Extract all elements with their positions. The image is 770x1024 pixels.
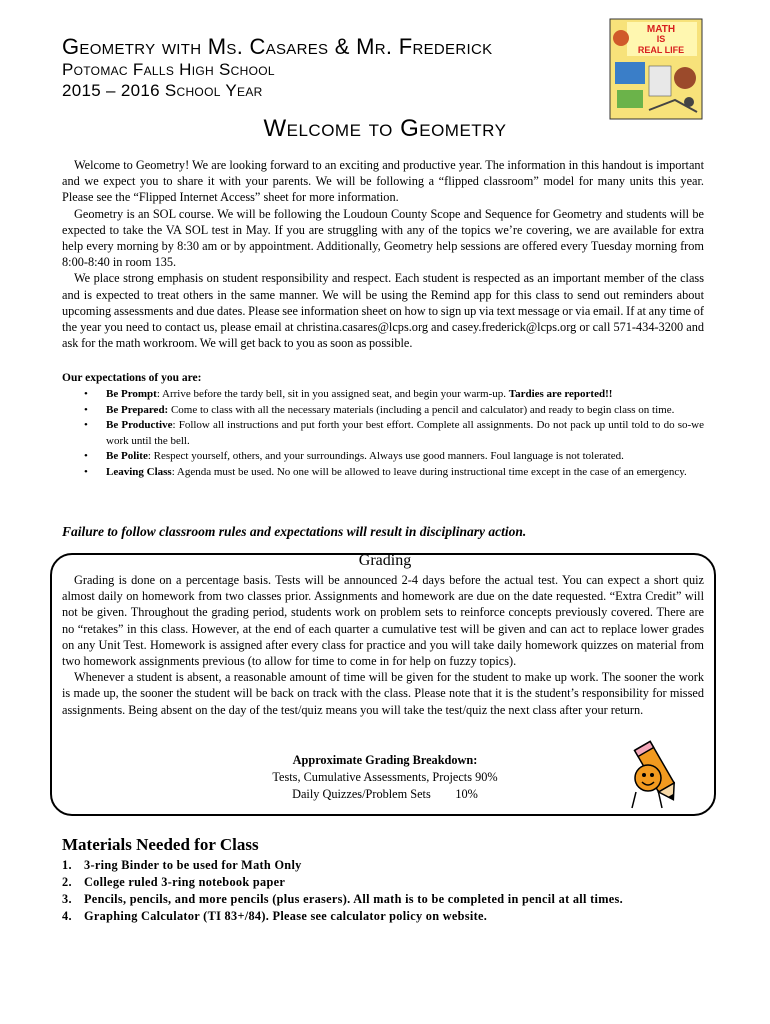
logo-text-math: MATH bbox=[646, 24, 676, 35]
grading-breakdown-title: Approximate Grading Breakdown: bbox=[292, 753, 478, 767]
expectations-list bbox=[62, 387, 704, 480]
materials-title: Materials Needed for Class bbox=[62, 835, 259, 854]
logo-text-real-life: REAL LIFE bbox=[637, 45, 685, 55]
expectation-item: • Be Prepared: Come to class with all the necessary materials (including a pencil and calculator) and ready to begin class on time. bbox=[84, 403, 675, 416]
grading-title: Grading bbox=[358, 552, 412, 569]
school-name: Potomac Falls High School bbox=[62, 60, 275, 79]
expectation-item: • Be Prompt: Arrive before the tardy bell, sit in you assigned seat, and begin your warm-up. Tardies are reported!! bbox=[84, 388, 613, 400]
grading-text bbox=[62, 572, 704, 718]
grading-breakdown-quizzes: Daily Quizzes/Problem Sets 10% bbox=[292, 787, 478, 801]
school-year: 2015 – 2016 School Year bbox=[62, 81, 263, 100]
intro-paragraph-3: We place strong emphasis on student responsibility and respect. Each student is respected as an important member of the class and is expected to treat others in the same manner. We will be using the Remind app for this class to send out reminders about upcoming assessments and due dates. Please see information sheet on how to sign up via text message or via email. If at any time of the year you need to contact us, please email at christina.casares@lcps.org and casey.frederick@lcps.org or call 571-434-3200 and ask for the math workroom. We will get back to you as soon as possible. bbox=[62, 271, 704, 351]
grading-paragraph-1: Grading is done on a percentage basis. Tests will be announced 2-4 days before the actual test. You can expect a short quiz almost daily on homework from two classes prior. Assignments and homework are due on the date requested. “Extra Credit” will not be given. Throughout the grading period, students work on problem sets to reinforce concepts previously covered. There are no “retakes” in this class. However, at the end of each quarter a cumulative test will be given and can act to replace lower grades on any Unit Test. Homework is assigned after every class for practice and you will take daily homework quizzes on material from two homework assignments previous (to allow for time to come in for help on fuzzy topics). bbox=[62, 573, 704, 669]
grading-paragraph-2: Whenever a student is absent, a reasonable amount of time will be given for the student to make up work. The sooner the work is made up, the sooner the student will be back on track with the class. Please note that it is the student’s responsibility for missed assignments. Being absent on the day of the test/quiz means you will take the test/quiz the next class after your return. bbox=[62, 670, 704, 717]
expectation-item: • Leaving Class: Agenda must be used. No one will be allowed to leave during instructional time except in the case of an emergency. bbox=[84, 465, 687, 478]
materials-item: 2. College ruled 3-ring notebook paper bbox=[62, 875, 286, 889]
logo-text-is: IS bbox=[656, 34, 666, 44]
welcome-title: Welcome to Geometry bbox=[263, 115, 507, 142]
grading-breakdown-tests: Tests, Cumulative Assessments, Projects 90% bbox=[272, 770, 498, 784]
failure-notice: Failure to follow classroom rules and expectations will result in disciplinary action. bbox=[62, 524, 527, 539]
intro-paragraph-2: Geometry is an SOL course. We will be following the Loudoun County Scope and Sequence for Geometry and students will be expected to take the VA SOL test in May. If you are struggling with any of the topics we’re covering, we are available for extra help every morning by 8:30 am or by appointment. Additionally, Geometry help sessions are offered every Tuesday morning from 8:00-8:40 in room 135. bbox=[62, 206, 704, 270]
intro-text bbox=[62, 157, 704, 351]
pencil-character-icon bbox=[628, 738, 688, 812]
materials-item: 3. Pencils, pencils, and more pencils (plus erasers). All math is to be completed in pencil at all times. bbox=[62, 892, 623, 906]
expectations-title: Our expectations of you are: bbox=[62, 372, 202, 384]
expectation-item: • Be Productive: Follow all instructions and put forth your best effort. Complete all assignments. Do not pack up until told to do so-we work until the bell. bbox=[84, 419, 705, 447]
course-title: Geometry with Ms. Casares & Mr. Frederick bbox=[62, 34, 493, 59]
materials-item: 4. Graphing Calculator (TI 83+/84). Please see calculator policy on website. bbox=[62, 909, 488, 923]
math-is-real-life-logo bbox=[609, 18, 703, 120]
expectation-item: • Be Polite: Respect yourself, others, and your surroundings. Always use good manners. Foul language is not tolerated. bbox=[84, 450, 624, 462]
intro-paragraph-1: Welcome to Geometry! We are looking forward to an exciting and productive year. The information in this handout is important and we expect you to share it with your parents. We will be following a “flipped classroom” model for many units this year. Please see the “Flipped Internet Access” sheet for more information. bbox=[62, 158, 704, 205]
materials-list bbox=[62, 857, 623, 925]
materials-item: 1. 3-ring Binder to be used for Math Only bbox=[62, 858, 302, 872]
